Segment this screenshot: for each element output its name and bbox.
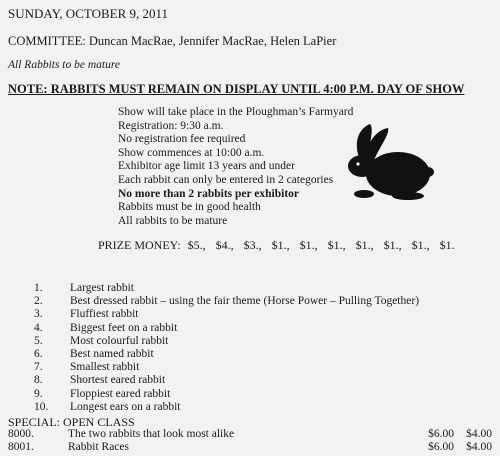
open-class-desc: Rabbit Races [68,441,129,453]
list-item [34,401,419,414]
show-details [118,106,353,228]
class-name: Smallest rabbit [70,361,140,374]
prize-money-line [98,238,462,253]
class-name: Fluffiest rabbit [70,308,139,321]
detail-line: Exhibitor age limit 13 years and under [118,160,295,173]
rabbit-silhouette-icon [340,122,436,202]
second-prize: $4.00 [466,441,492,453]
prize-amount: $1., [383,238,402,252]
prize-amount: $5., [187,238,206,252]
class-name: Best dressed rabbit – using the fair theme (Horse Power – Pulling Together) [70,295,420,308]
list-item [34,335,419,348]
list-item [34,348,419,361]
list-item [34,374,419,387]
detail-line: Show commences at 10:00 a.m. [118,146,265,159]
detail-line: All rabbits to be mature [118,214,228,227]
prize-amount: $1., [327,238,346,252]
detail-line: Registration: 9:30 a.m. [118,119,224,132]
class-number: 7. [34,361,43,374]
show-date: SUNDAY, OCTOBER 9, 2011 [8,6,169,21]
class-number: 3. [34,308,43,321]
special-heading: SPECIAL: OPEN CLASS [8,415,135,429]
class-name: Most colourful rabbit [70,334,169,347]
first-prize: $6.00 [428,441,454,453]
mature-rule: All Rabbits to be mature [8,59,121,71]
class-number: 2. [34,295,43,308]
list-item [34,295,419,308]
class-number: 8. [34,374,43,387]
open-class-desc: The two rabbits that look most alike [68,428,235,440]
class-number: 5. [34,334,43,347]
list-item [34,388,419,401]
prize-amount: $3., [243,238,262,252]
open-class-code: 8000. [8,428,34,440]
detail-line-bold: No more than 2 rabbits per exhibitor [118,187,300,200]
open-class-code: 8001. [8,441,34,453]
detail-line: Each rabbit can only be entered in 2 categories [118,173,334,186]
class-name: Best named rabbit [70,348,154,361]
class-list [34,282,419,414]
prize-amount: $1., [355,238,374,252]
class-number: 6. [34,348,43,361]
detail-line: Rabbits must be in good health [118,201,261,214]
display-notice: NOTE: RABBITS MUST REMAIN ON DISPLAY UNTIL 4:00 P.M. DAY OF SHOW [8,82,465,96]
class-name: Largest rabbit [70,282,134,294]
class-name: Shortest eared rabbit [70,374,166,387]
first-prize: $6.00 [428,428,454,440]
class-number: 4. [34,321,43,334]
detail-line: No registration fee required [118,133,246,146]
prize-amount: $4., [215,238,234,252]
list-item [34,322,419,335]
class-name: Floppiest eared rabbit [70,387,171,400]
list-item [34,282,419,295]
committee-line: COMMITTEE: Duncan MacRae, Jennifer MacRae, Helen LaPier [8,34,337,48]
open-class-row [8,441,492,453]
class-number: 9. [34,387,43,400]
prize-amount: $1., [271,238,290,252]
prize-amount: $1., [299,238,318,252]
list-item [34,308,419,321]
class-name: Longest ears on a rabbit [70,400,181,413]
list-item [34,361,419,374]
second-prize: $4.00 [466,428,492,440]
prize-amount: $1., [411,238,430,252]
detail-line: Show will take place in the Ploughman’s Farmyard [118,106,354,118]
prize-amount: $1. [439,238,455,252]
class-number: 1. [34,282,43,294]
class-name: Biggest feet on a rabbit [70,321,178,334]
open-class-row [8,428,492,440]
prize-money-label: PRIZE MONEY: [98,238,181,252]
class-number: 10. [34,400,49,413]
